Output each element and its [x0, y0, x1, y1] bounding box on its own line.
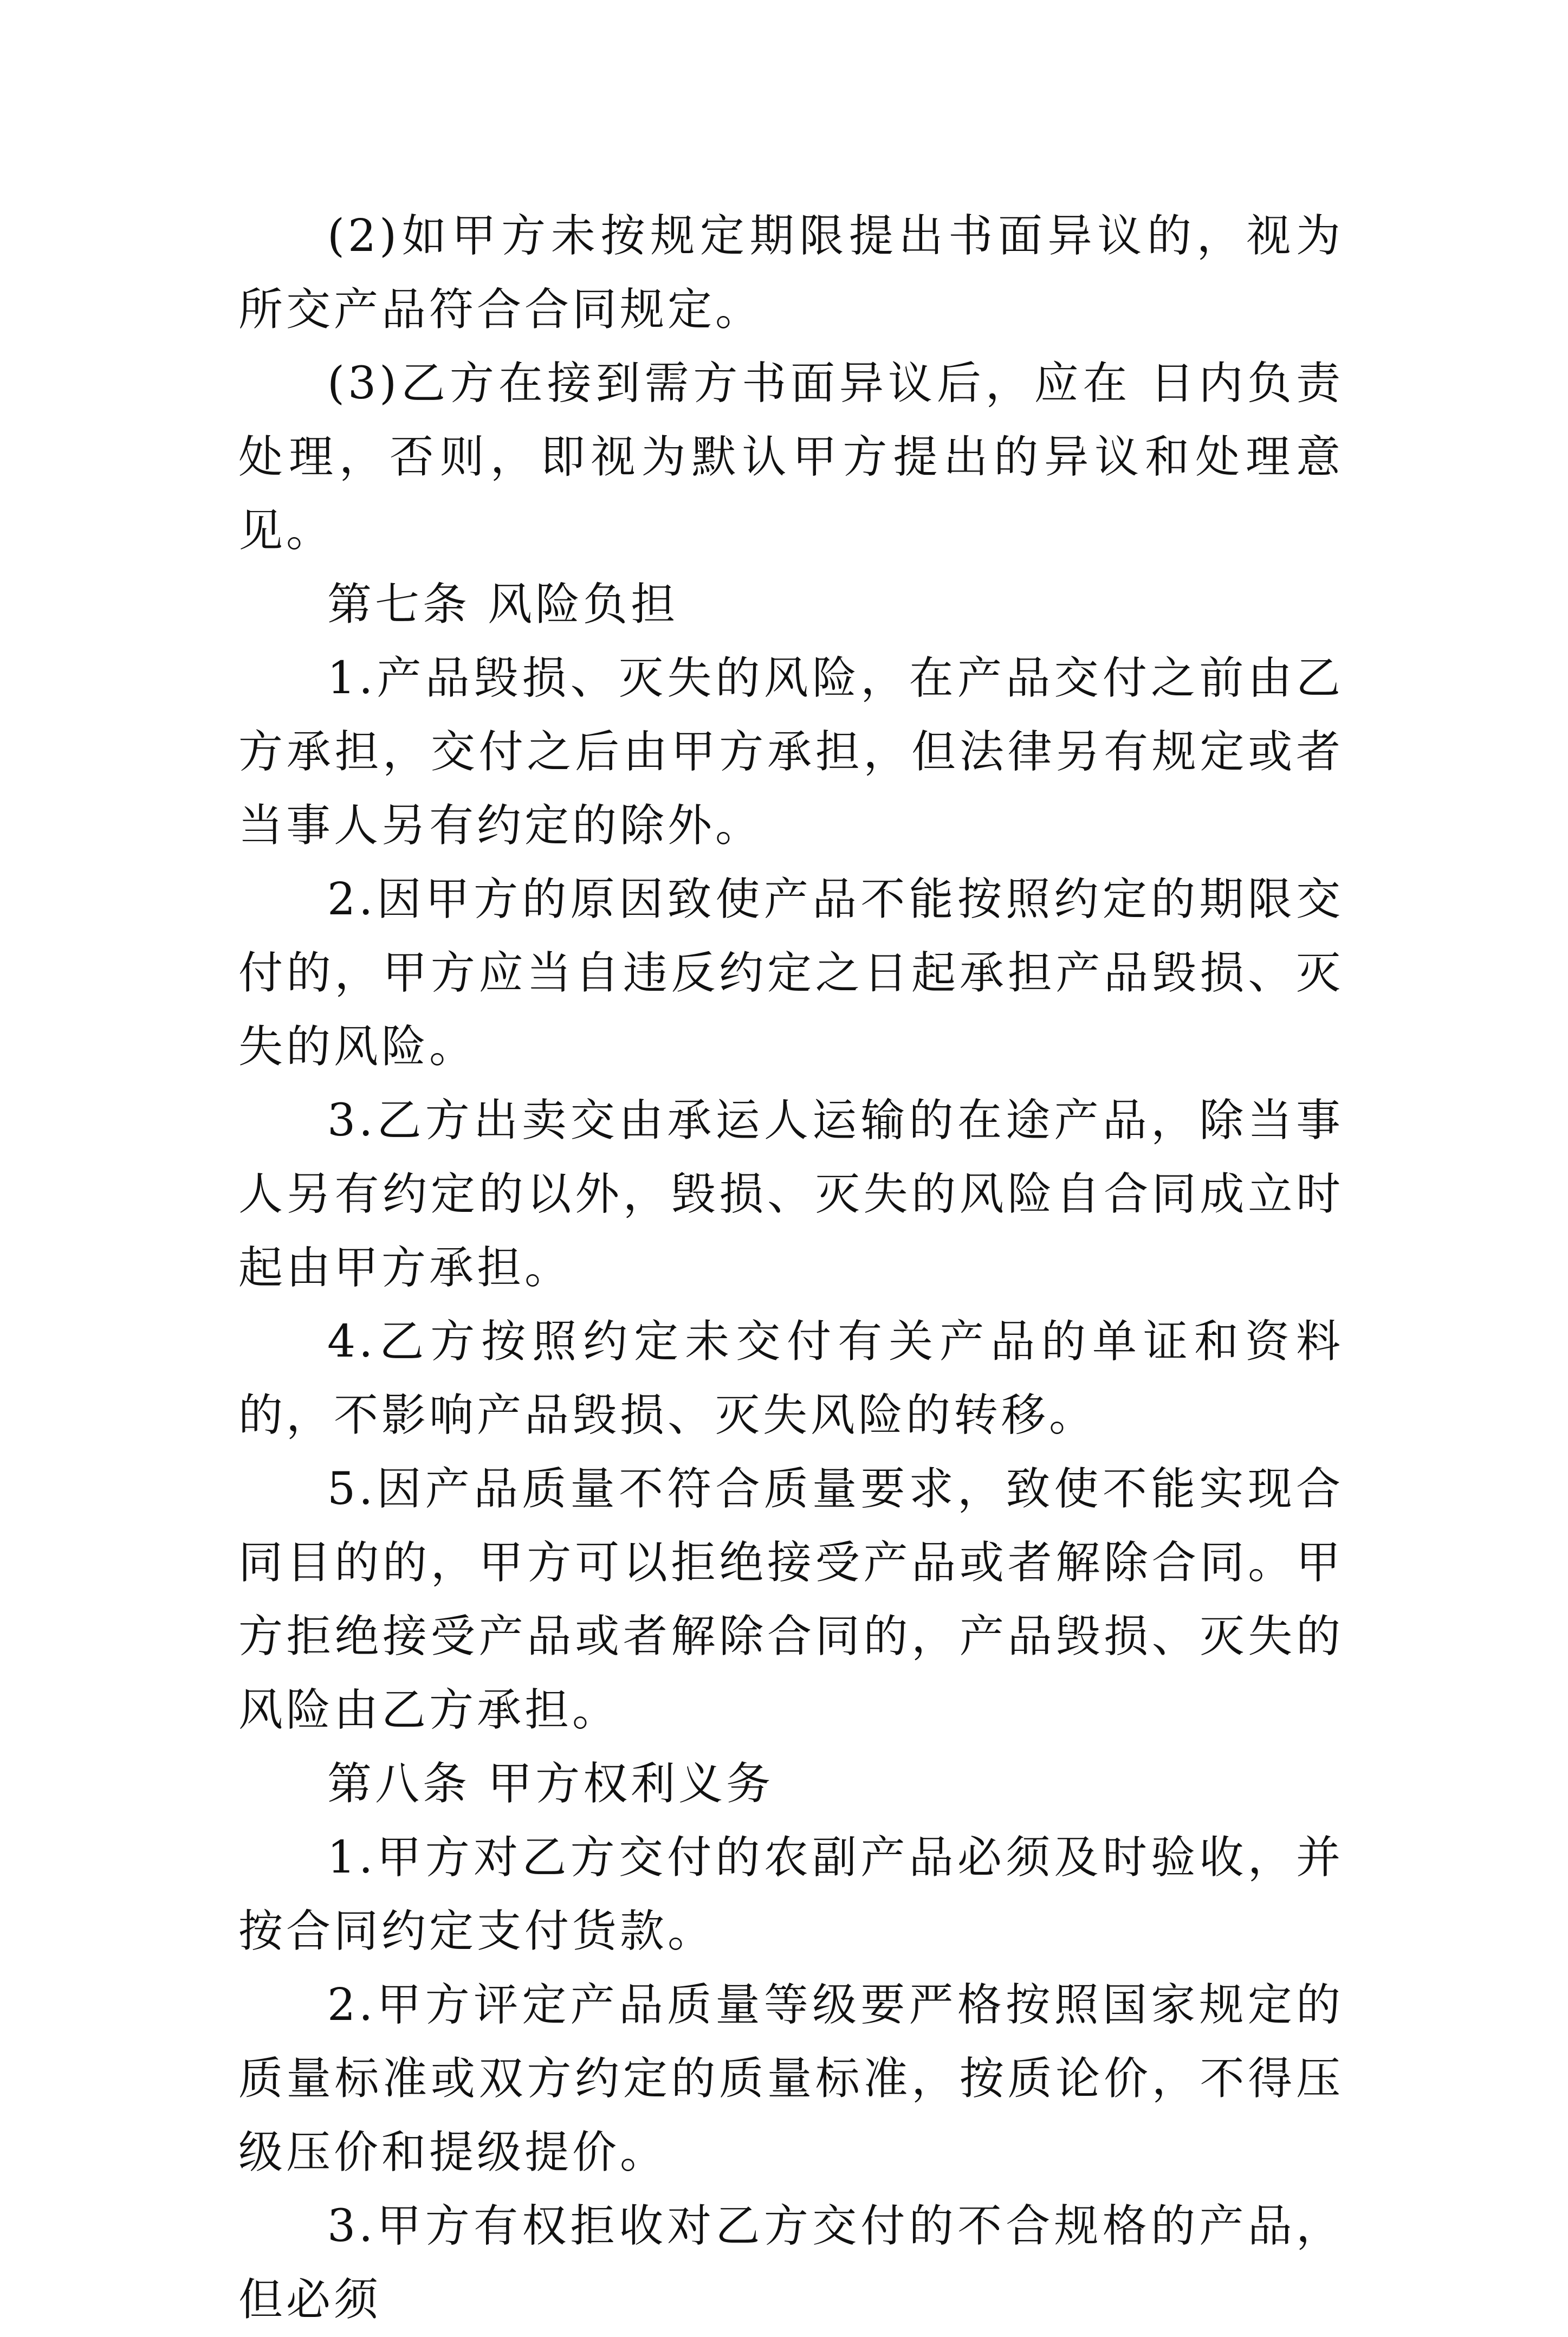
- paragraph-risk-4: 4.乙方按照约定未交付有关产品的单证和资料的，不影响产品毁损、灭失风险的转移。: [238, 1316, 1344, 1441]
- paragraph-objection-handling: (3)乙方在接到需方书面异议后，应在 日内负责处理，否则，即视为默认甲方提出的异议和处理意见。: [238, 358, 1344, 557]
- paragraph-risk-5: 5.因产品质量不符合质量要求，致使不能实现合同目的的，甲方可以拒绝接受产品或者解除合同。甲方拒绝接受产品或者解除合同的，产品毁损、灭失的风险由乙方承担。: [238, 1463, 1344, 1736]
- paragraph-risk-3: 3.乙方出卖交由承运人运输的在途产品，除当事人另有约定的以外，毁损、灭失的风险自合同成立时起由甲方承担。: [238, 1095, 1344, 1294]
- document-body: [238, 199, 1344, 2337]
- paragraph-rights-1: 1.甲方对乙方交付的农副产品必须及时验收，并按合同约定支付货款。: [238, 1832, 1344, 1957]
- paragraph-risk-1: 1.产品毁损、灭失的风险，在产品交付之前由乙方承担，交付之后由甲方承担，但法律另有规定或者当事人另有约定的除外。: [238, 653, 1344, 851]
- heading-article-7: 第七条 风险负担: [327, 579, 679, 630]
- paragraph-objection-deadline: (2)如甲方未按规定期限提出书面异议的，视为所交产品符合合同规定。: [238, 210, 1344, 335]
- heading-article-8: 第八条 甲方权利义务: [327, 1758, 774, 1810]
- paragraph-rights-2: 2.甲方评定产品质量等级要严格按照国家规定的质量标准或双方约定的质量标准，按质论价，不得压级压价和提级提价。: [238, 1979, 1344, 2178]
- paragraph-risk-2: 2.因甲方的原因致使产品不能按照约定的期限交付的，甲方应当自违反约定之日起承担产品毁损、灭失的风险。: [238, 874, 1344, 1073]
- paragraph-rights-3: 3.甲方有权拒收对乙方交付的不合规格的产品，但必须: [238, 2200, 1344, 2326]
